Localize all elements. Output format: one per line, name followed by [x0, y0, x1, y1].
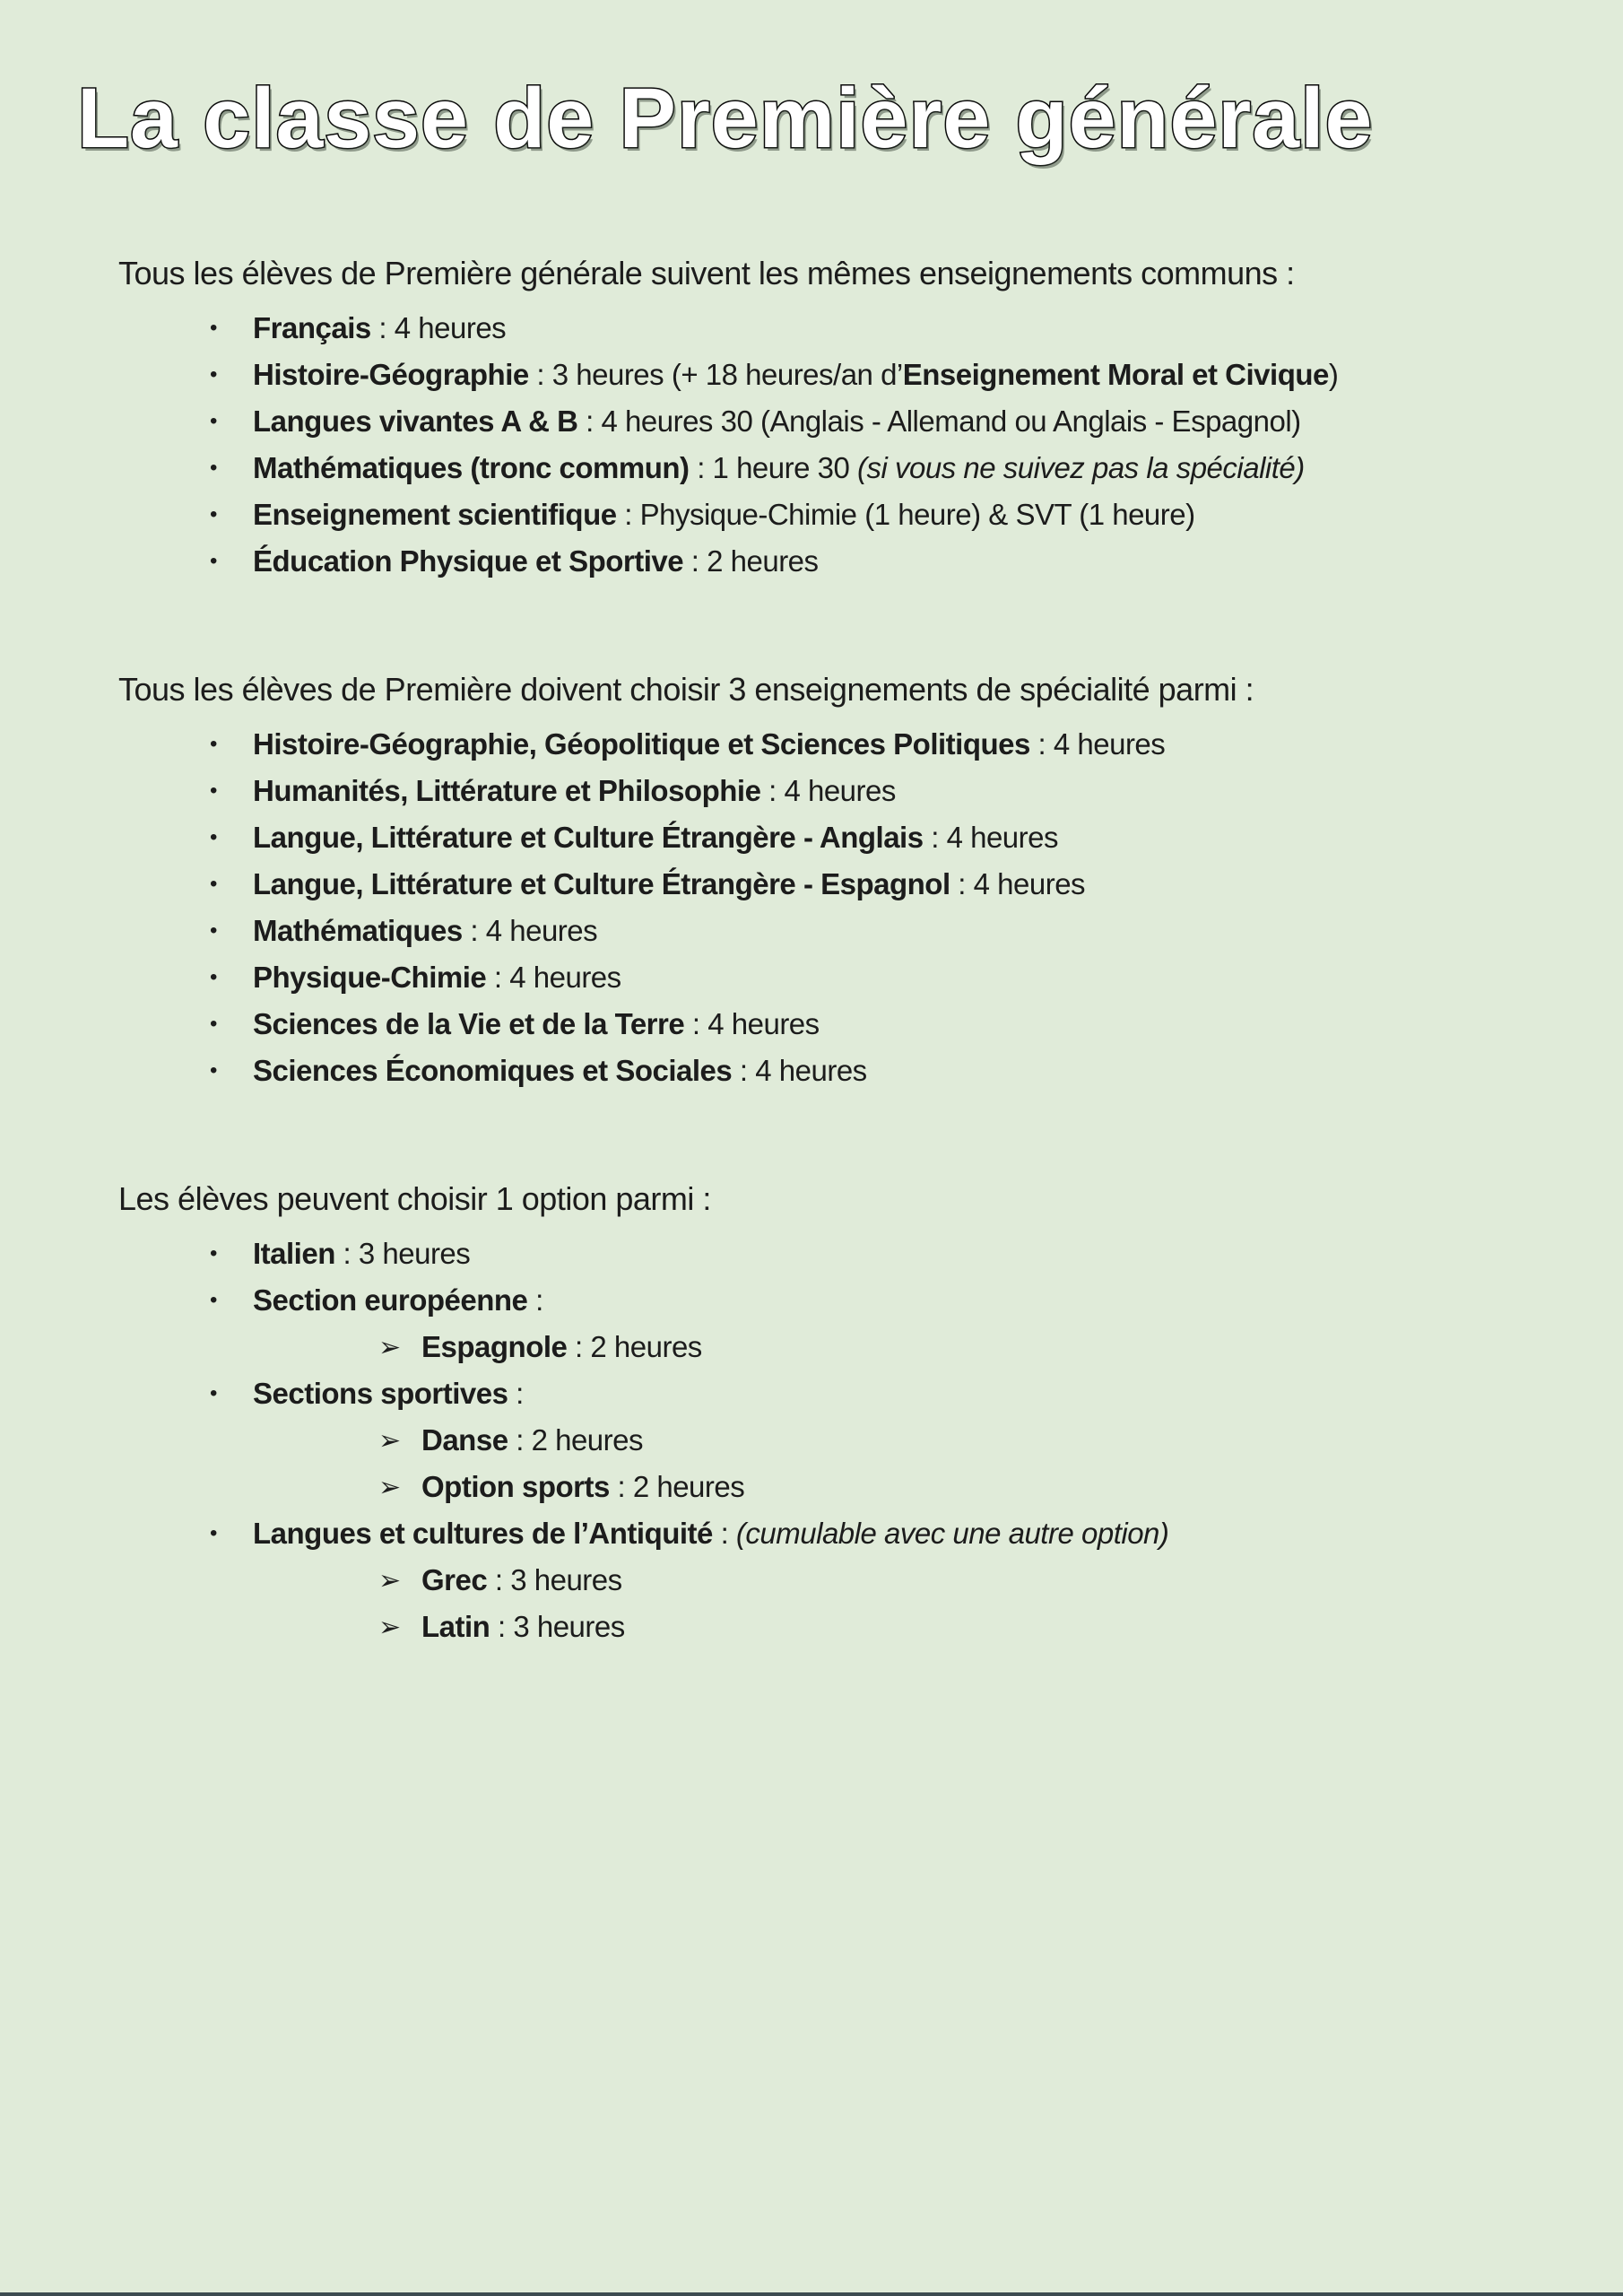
bullet-dot-icon: •	[210, 965, 217, 989]
bullet-arrow-icon: ➢	[378, 1612, 401, 1642]
section-intro: Les élèves peuvent choisir 1 option parmi :	[118, 1180, 711, 1217]
list-item	[0, 538, 1623, 585]
list-item-text: Espagnole : 2 heures	[421, 1330, 702, 1363]
list-item	[0, 954, 1623, 1001]
bullet-dot-icon: •	[210, 1058, 217, 1083]
bullet-arrow-icon: ➢	[378, 1565, 401, 1596]
list-item-text: Histoire-Géographie, Géopolitique et Sciences Politiques : 4 heures	[253, 727, 1166, 761]
bullet-dot-icon: •	[210, 778, 217, 803]
bullet-dot-icon: •	[210, 1288, 217, 1312]
bullet-dot-icon: •	[210, 409, 217, 433]
list-item	[0, 305, 1623, 352]
bullet-dot-icon: •	[210, 549, 217, 573]
section	[0, 1178, 1623, 1650]
section	[0, 669, 1623, 1094]
bullet-dot-icon: •	[210, 456, 217, 480]
list-item	[0, 352, 1623, 398]
list-item-text: Mathématiques : 4 heures	[253, 914, 598, 947]
bullet-arrow-icon: ➢	[378, 1332, 401, 1362]
list-item-text: Langue, Littérature et Culture Étrangère - Espagnol : 4 heures	[253, 867, 1086, 900]
list-item-text: Italien : 3 heures	[253, 1237, 471, 1270]
bullet-dot-icon: •	[210, 502, 217, 526]
list-item-text: Sciences Économiques et Sociales : 4 heures	[253, 1054, 867, 1087]
bullet-dot-icon: •	[210, 825, 217, 849]
bottom-edge-bar	[0, 2292, 1623, 2296]
list-item	[0, 491, 1623, 538]
list-item	[0, 1464, 1623, 1510]
list-item-text: Langues vivantes A & B : 4 heures 30 (Anglais - Allemand ou Anglais - Espagnol)	[253, 404, 1301, 438]
bullet-arrow-icon: ➢	[378, 1425, 401, 1456]
list-item-text: Grec : 3 heures	[421, 1563, 622, 1596]
section-intro: Tous les élèves de Première générale suivent les mêmes enseignements communs :	[118, 255, 1295, 291]
section	[0, 253, 1623, 585]
bullet-dot-icon: •	[210, 1012, 217, 1036]
list-item	[0, 1510, 1623, 1557]
sections-container	[0, 253, 1623, 1650]
list-item	[0, 768, 1623, 814]
bullet-dot-icon: •	[210, 1381, 217, 1405]
section-list	[0, 721, 1623, 1094]
list-item-text: Sections sportives :	[253, 1377, 524, 1410]
list-item	[0, 1231, 1623, 1277]
list-item	[0, 1277, 1623, 1324]
list-item-text: Humanités, Littérature et Philosophie : 4 heures	[253, 774, 896, 807]
list-item-text: Latin : 3 heures	[421, 1610, 625, 1643]
list-item	[0, 1370, 1623, 1417]
list-item-text: Langue, Littérature et Culture Étrangère - Anglais : 4 heures	[253, 821, 1059, 854]
bullet-dot-icon: •	[210, 362, 217, 387]
list-item	[0, 721, 1623, 768]
section-list	[0, 1231, 1623, 1650]
list-item-text: Enseignement scientifique : Physique-Chimie (1 heure) & SVT (1 heure)	[253, 498, 1195, 531]
list-item	[0, 398, 1623, 445]
page-title: La classe de Première générale	[77, 71, 1374, 166]
list-item-text: Sciences de la Vie et de la Terre : 4 heures	[253, 1007, 820, 1040]
list-item	[0, 908, 1623, 954]
bullet-arrow-icon: ➢	[378, 1472, 401, 1502]
bullet-dot-icon: •	[210, 872, 217, 896]
list-item	[0, 1557, 1623, 1604]
list-item-text: Histoire-Géographie : 3 heures (+ 18 heures/an d’Enseignement Moral et Civique)	[253, 358, 1339, 391]
section-intro: Tous les élèves de Première doivent choisir 3 enseignements de spécialité parmi :	[118, 671, 1254, 708]
list-item	[0, 1048, 1623, 1094]
list-item-text: Section européenne :	[253, 1283, 543, 1317]
list-item	[0, 1001, 1623, 1048]
list-item-text: Français : 4 heures	[253, 311, 507, 344]
bullet-dot-icon: •	[210, 1521, 217, 1545]
list-item-text: Mathématiques (tronc commun) : 1 heure 30 (si vous ne suivez pas la spécialité)	[253, 451, 1305, 484]
list-item	[0, 1417, 1623, 1464]
list-item-text: Langues et cultures de l’Antiquité : (cumulable avec une autre option)	[253, 1517, 1169, 1550]
bullet-dot-icon: •	[210, 1241, 217, 1265]
bullet-dot-icon: •	[210, 316, 217, 340]
list-item-text: Éducation Physique et Sportive : 2 heures	[253, 544, 819, 578]
list-item	[0, 861, 1623, 908]
list-item	[0, 814, 1623, 861]
bullet-dot-icon: •	[210, 732, 217, 756]
list-item-text: Physique-Chimie : 4 heures	[253, 961, 621, 994]
bullet-dot-icon: •	[210, 918, 217, 943]
list-item	[0, 1324, 1623, 1370]
list-item	[0, 1604, 1623, 1650]
list-item	[0, 445, 1623, 491]
section-list	[0, 305, 1623, 585]
list-item-text: Option sports : 2 heures	[421, 1470, 745, 1503]
list-item-text: Danse : 2 heures	[421, 1423, 643, 1457]
